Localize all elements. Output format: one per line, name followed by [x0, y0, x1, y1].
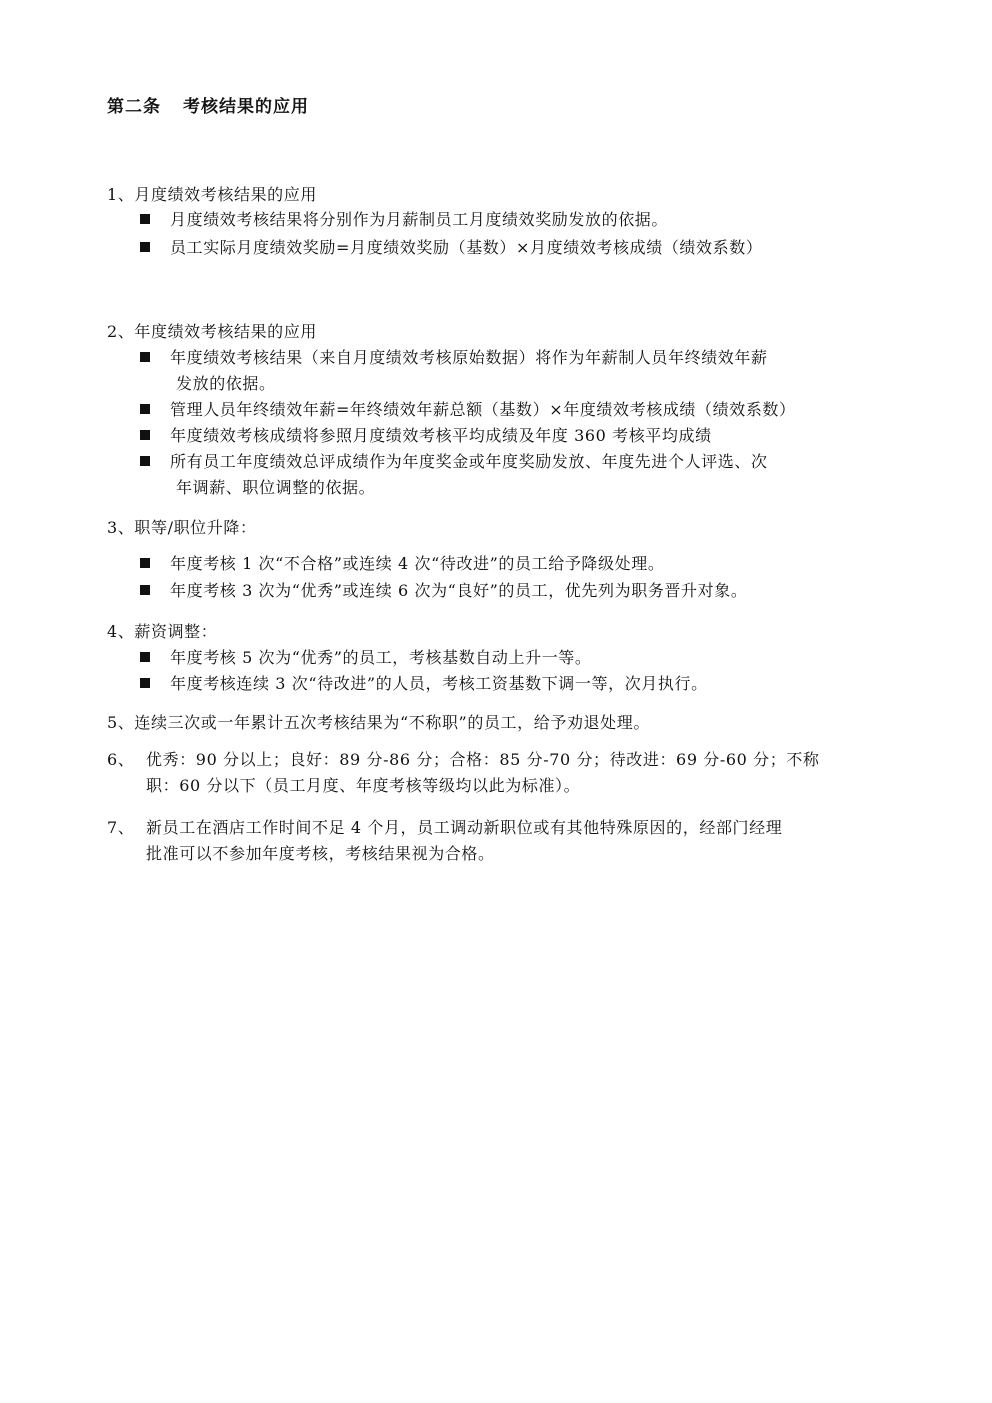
section-2-bullet-1: 年度绩效考核结果（来自月度绩效考核原始数据）将作为年薪制人员年终绩效年薪 — [140, 346, 768, 370]
section-3-title: 3、职等/职位升降： — [107, 518, 257, 537]
square-bullet-icon — [140, 352, 150, 362]
section-2-bullet-2: 管理人员年终绩效年薪=年终绩效年薪总额（基数）×年度绩效考核成绩（绩效系数） — [140, 398, 796, 422]
section-4-bullet-2: 年度考核连续 3 次“待改进”的人员，考核工资基数下调一等，次月执行。 — [140, 672, 708, 696]
section-2-bullet-3: 年度绩效考核成绩将参照月度绩效考核平均成绩及年度 360 考核平均成绩 — [140, 424, 712, 448]
square-bullet-icon — [140, 678, 150, 688]
square-bullet-icon — [140, 585, 150, 595]
square-bullet-icon — [140, 558, 150, 568]
section-2-bullet-1-continued: 发放的依据。 — [176, 374, 276, 393]
section-6-number: 6、 — [107, 750, 135, 769]
article-heading — [107, 92, 309, 117]
square-bullet-icon — [140, 456, 150, 466]
section-1-bullet-2: 员工实际月度绩效奖励=月度绩效奖励（基数）×月度绩效考核成绩（绩效系数） — [140, 236, 762, 260]
section-7-number: 7、 — [107, 818, 135, 837]
article-title: 考核结果的应用 — [183, 97, 309, 117]
square-bullet-icon — [140, 404, 150, 414]
square-bullet-icon — [140, 430, 150, 440]
section-6-line-1: 6、 优秀：90 分以上；良好：89 分-86 分；合格：85 分-70 分；待改进：69 分-60 分；不称 — [107, 748, 820, 772]
section-7-line-2: 批准可以不参加年度考核，考核结果视为合格。 — [146, 844, 495, 863]
square-bullet-icon — [140, 214, 150, 224]
section-1-title: 1、月度绩效考核结果的应用 — [107, 185, 317, 204]
square-bullet-icon — [140, 652, 150, 662]
section-2-bullet-4: 所有员工年度绩效总评成绩作为年度奖金或年度奖励发放、年度先进个人评选、次 — [140, 450, 768, 474]
section-5-text: 5、连续三次或一年累计五次考核结果为“不称职”的员工，给予劝退处理。 — [107, 713, 650, 732]
section-2-title: 2、年度绩效考核结果的应用 — [107, 322, 317, 341]
section-2-bullet-4-continued: 年调薪、职位调整的依据。 — [176, 478, 376, 497]
section-3-bullet-1: 年度考核 1 次“不合格”或连续 4 次“待改进”的员工给予降级处理。 — [140, 552, 664, 576]
article-number: 第二条 — [107, 97, 161, 117]
section-4-title: 4、薪资调整： — [107, 622, 218, 641]
section-1-bullet-1: 月度绩效考核结果将分别作为月薪制员工月度绩效奖励发放的依据。 — [140, 208, 668, 232]
section-4-bullet-1: 年度考核 5 次为“优秀”的员工，考核基数自动上升一等。 — [140, 646, 592, 670]
section-6-line-2: 职：60 分以下（员工月度、年度考核等级均以此为标准）。 — [146, 776, 581, 795]
square-bullet-icon — [140, 242, 150, 252]
section-7-line-1: 7、 新员工在酒店工作时间不足 4 个月，员工调动新职位或有其他特殊原因的，经部门经理 — [107, 816, 782, 840]
section-3-bullet-2: 年度考核 3 次为“优秀”或连续 6 次为“良好”的员工，优先列为职务晋升对象。 — [140, 579, 747, 603]
